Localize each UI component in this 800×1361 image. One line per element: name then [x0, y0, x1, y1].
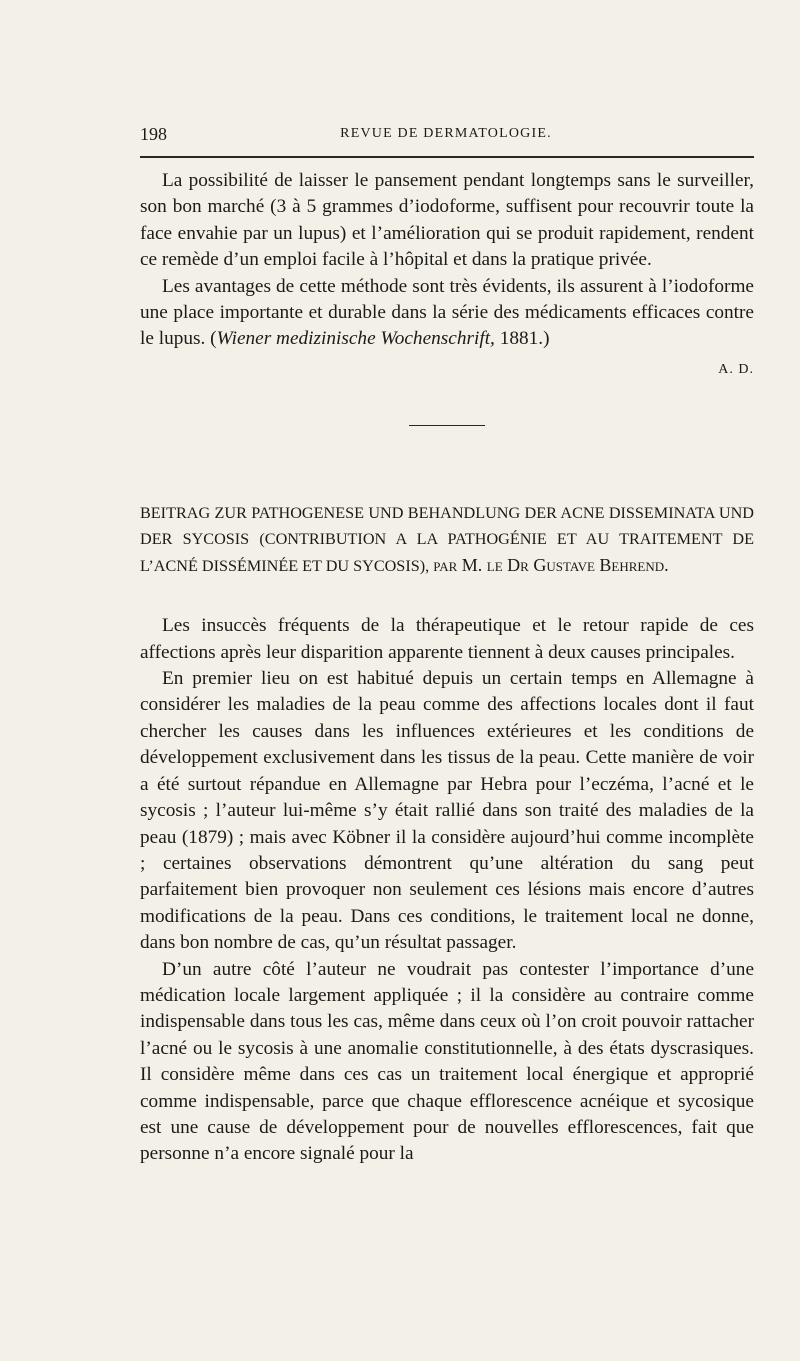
paragraph-text: Les avantages de cette méthode sont très évidents, ils assurent à l’iodoforme une place importante et durable dans la série des médicaments efficaces contre le lupus. (: [140, 275, 754, 350]
article-title-text: BEITRAG ZUR PATHOGENESE UND BEHANDLUNG DER ACNE DISSEMINATA UND DER SYCOSIS (CONTRIBUTION A LA PATHOGÉNIE ET AU TRAITEMENT DE L’ACNÉ DISSÉMINÉE ET DU SYCOSIS),: [140, 504, 754, 576]
citation-year: 1881.): [494, 328, 550, 350]
page-header: [140, 124, 752, 146]
journal-citation: Wiener medizinische Wochenschrift,: [216, 328, 495, 350]
section-divider: [409, 425, 485, 426]
paragraph: En premier lieu on est habitué depuis un certain temps en Allemagne à considérer les maladies de la peau comme des affections locales dont il faut chercher les causes dans les influences extérieures et les conditions de développement exclusivement dans les tissus de la peau. Cette manière de voir a été surtout répandue en Allemagne par Hebra pour l’eczéma, l’acné et le sycosis ; l’auteur lui-même s’y était rallié dans son traité des maladies de la peau (1879) ; mais avec Köbner il la considère aujourd’hui comme incomplète ; certaines observations démontrent qu’une altération du sang peut parfaitement bien provoquer non seulement ces lésions mais encore d’autres modifications de la peau. Dans ces conditions, le traitement local ne donne, dans bon nombre de cas, qu’un résultat passager.: [140, 668, 754, 954]
body-text: [140, 168, 754, 1168]
header-rule: [140, 156, 754, 158]
paragraph: D’un autre côté l’auteur ne voudrait pas contester l’importance d’une médication locale largement appliquée ; il la considère au contraire comme indispensable dans tous les cas, même dans ceux où l’on croit pouvoir rattacher l’acné ou le sycosis à une anomalie constitutionnelle, à des états dyscrasiques. Il considère même dans ces cas un traitement local énergique et approprié comme indispensable, parce que chaque efflorescence acnéique et sycosique est une cause de développement pour de nouvelles efflorescences, fait que personne n’a encore signalé pour la: [140, 958, 754, 1165]
running-title: REVUE DE DERMATOLOGIE.: [340, 126, 552, 141]
paragraph: Les insuccès fréquents de la thérapeutique et le retour rapide de ces affections après leur disparition apparente tiennent à deux causes principales.: [140, 615, 754, 663]
attribution-row: [140, 353, 754, 383]
article-title: [140, 500, 754, 579]
page-number: 198: [140, 124, 167, 144]
article-author: par M. le Dr Gustave Behrend.: [433, 555, 669, 576]
paragraph: [140, 274, 754, 353]
paragraph: La possibilité de laisser le pansement pendant longtemps sans le surveiller, son bon marché (3 à 5 grammes d’iodoforme, suffisent pour recouvrir toute la face envahie par un lupus) et l’amélioration qui se produit rapidement, rendent ce remède d’un emploi facile à l’hôpital et dans la pratique privée.: [140, 170, 754, 271]
author-initials: A. D.: [718, 361, 754, 377]
